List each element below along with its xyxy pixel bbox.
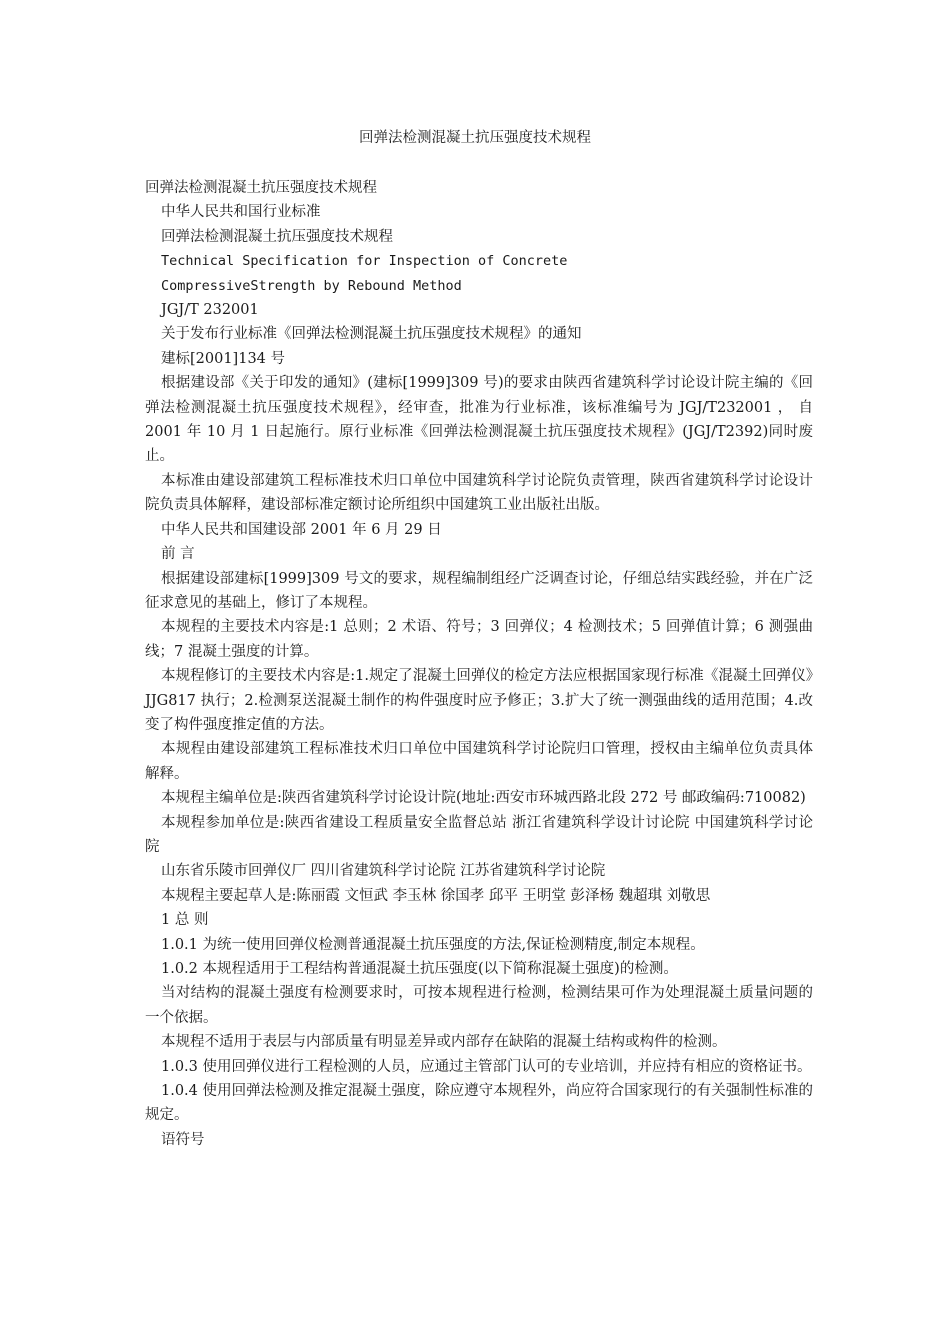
paragraph-clause-1-0-2-exclusion: 本规程不适用于表层与内部质量有明显差异或内部存在缺陷的混凝土结构或构件的检测。 (161, 1034, 727, 1051)
paragraph-preface-3: 本规程修订的主要技术内容是:1.规定了混凝土回弹仪的检定方法应根据国家现行标准《混凝土回弹仪》JJG817 执行；2.检测泵送混凝土制作的构件强度时应予修正；3.扩大了统一测强曲线的适用范围；4.改变了构件强度推定值的方法。 (145, 668, 813, 733)
paragraph-chief-editor: 本规程主编单位是:陕西省建筑科学讨论设计院(地址:西安市环城西路北段 272 号 邮政编码:710082) (161, 790, 806, 807)
paragraph-standard-name: 回弹法检测混凝土抗压强度技术规程 (161, 228, 393, 245)
paragraph-notice-body: 根据建设部《关于印发的通知》(建标[1999]309 号)的要求由陕西省建筑科学讨论设计院主编的《回弹法检测混凝土抗压强度技术规程》，经审查，批准为行业标准，该标准编号为 JGJ/T232001 ， 自 2001 年 10 月 1 日起施行。原行业标准《回弹法检测混凝土抗压强度技术规程》(JGJ/T2392)同时废止。 (145, 375, 813, 465)
paragraph-chapter-1: 1 总 则 (161, 912, 209, 929)
paragraph-preface-4: 本规程由建设部建筑工程标准技术归口单位中国建筑科学讨论院归口管理，授权由主编单位负责具体解释。 (145, 741, 813, 782)
paragraph-notice-title: 关于发布行业标准《回弹法检测混凝土抗压强度技术规程》的通知 (161, 326, 582, 343)
paragraph-standard-type: 中华人民共和国行业标准 (161, 204, 321, 221)
paragraph-standard-code: JGJ/T 232001 (161, 302, 259, 319)
paragraph-participants: 本规程参加单位是:陕西省建设工程质量安全监督总站 浙江省建筑科学设计讨论院 中国建筑科学讨论院 (145, 814, 813, 855)
paragraph-preface-2: 本规程的主要技术内容是:1 总则；2 术语、符号；3 回弹仪；4 检测技术；5 回弹值计算；6 测强曲线；7 混凝土强度的计算。 (145, 619, 813, 660)
paragraph-participants-cont: 山东省乐陵市回弹仪厂 四川省建筑科学讨论院 江苏省建筑科学讨论院 (161, 863, 606, 880)
paragraph-preface-1: 根据建设部建标[1999]309 号文的要求，规程编制组经广泛调查讨论，仔细总结实践经验，并在广泛征求意见的基础上，修订了本规程。 (145, 570, 813, 611)
paragraph-issuer-date: 中华人民共和国建设部 2001 年 6 月 29 日 (161, 521, 442, 538)
paragraph-heading: 回弹法检测混凝土抗压强度技术规程 (145, 180, 377, 196)
paragraph-english-title-2: CompressiveStrength by Rebound Method (161, 277, 462, 294)
document-title: 回弹法检测混凝土抗压强度技术规程 (359, 130, 591, 146)
paragraph-clause-1-0-1: 1.0.1 为统一使用回弹仪检测普通混凝土抗压强度的方法,保证检测精度,制定本规程。 (161, 936, 705, 953)
paragraph-clause-1-0-3: 1.0.3 使用回弹仪进行工程检测的人员，应通过主管部门认可的专业培训，并应持有相应的资格证书。 (161, 1058, 812, 1075)
paragraph-notice-number: 建标[2001]134 号 (161, 350, 286, 367)
paragraph-clause-1-0-2: 1.0.2 本规程适用于工程结构普通混凝土抗压强度(以下简称混凝土强度)的检测。 (161, 961, 678, 977)
paragraph-symbols-heading: 语符号 (161, 1131, 205, 1148)
paragraph-english-title-1: Technical Specification for Inspection of Concrete (161, 253, 568, 270)
paragraph-drafters: 本规程主要起草人是:陈丽霞 文恒武 李玉林 徐国孝 邱平 王明堂 彭泽杨 魏超琪 刘敬思 (161, 887, 711, 904)
document-body (145, 176, 813, 1152)
paragraph-clause-1-0-2-note: 当对结构的混凝土强度有检测要求时，可按本规程进行检测，检测结果可作为处理混凝土质量问题的一个依据。 (145, 985, 813, 1026)
paragraph-clause-1-0-4: 1.0.4 使用回弹法检测及推定混凝土强度，除应遵守本规程外，尚应符合国家现行的有关强制性标准的规定。 (145, 1083, 813, 1124)
paragraph-preface-heading: 前 言 (161, 546, 195, 563)
paragraph-management: 本标准由建设部建筑工程标准技术归口单位中国建筑科学讨论院负责管理，陕西省建筑科学讨论设计院负责具体解释，建设部标准定额讨论所组织中国建筑工业出版社出版。 (145, 472, 813, 514)
